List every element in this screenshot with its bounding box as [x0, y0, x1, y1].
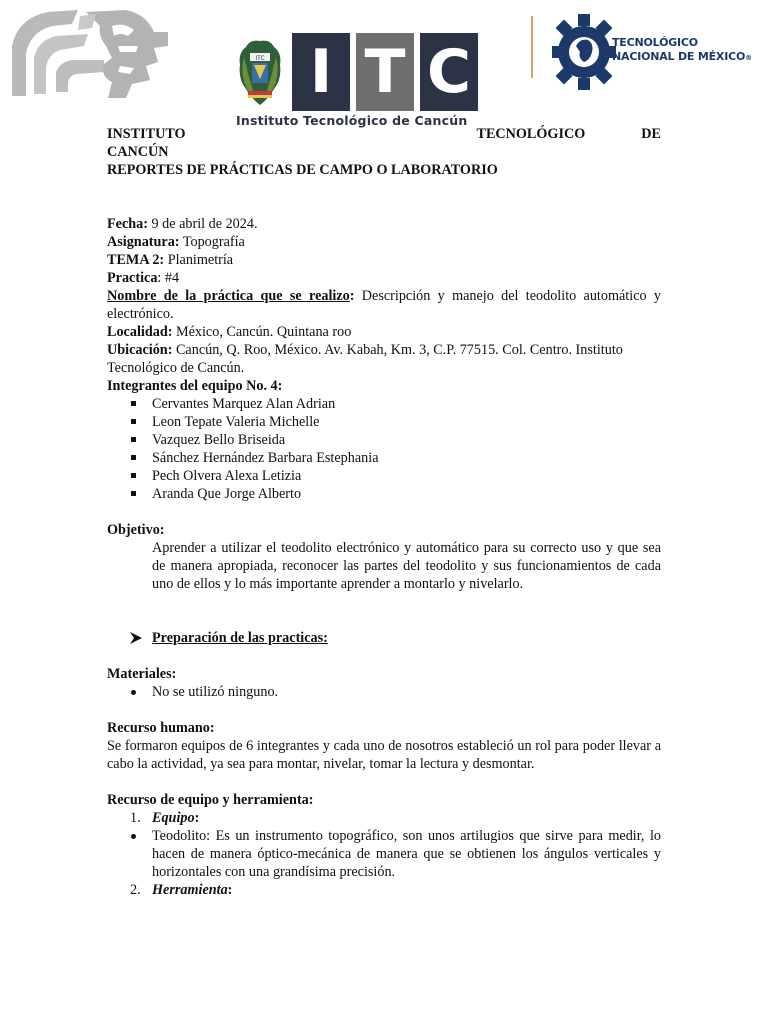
- itc-letter-t: T: [356, 33, 414, 111]
- ubicacion-row: [107, 341, 661, 377]
- spacer: [107, 179, 661, 215]
- practica-row: [107, 269, 661, 287]
- list-item: Teodolito: Es un instrumento topográfico, son unos artilugios que sirve para medir, lo hacen de manera óptico-mecánica de manera que se obtienen los ángulos verticales y horizontales con una grandísima precisión.: [107, 827, 661, 881]
- report-body: [107, 125, 661, 899]
- spacer: [107, 701, 661, 719]
- itc-caption: Instituto Tecnológico de Cancún: [236, 113, 468, 128]
- list-item: Vazquez Bello Briseida: [107, 431, 661, 449]
- report-title: REPORTES DE PRÁCTICAS DE CAMPO O LABORATORIO: [107, 162, 498, 178]
- recurso-humano-text: Se formaron equipos de 6 integrantes y cada uno de nosotros estableció un rol para poder llevar a cabo la actividad, ya sea para montar, nivelar, tomar la lectura y desmontar.: [107, 738, 661, 772]
- localidad-row: [107, 323, 661, 341]
- arrowhead-bullet-icon: [129, 631, 143, 645]
- title-word-cancun: CANCÚN: [107, 144, 169, 160]
- practica-value: #4: [161, 270, 180, 286]
- preparacion-text: Preparación de las practicas:: [152, 630, 328, 646]
- itc-logo: [236, 33, 480, 129]
- spacer: [107, 503, 661, 521]
- title-word-tecnologico: TECNOLÓGICO: [476, 126, 586, 142]
- mayan-profile-logo: [8, 6, 170, 100]
- asignatura-row: [107, 233, 661, 251]
- herramienta-item: [107, 881, 661, 899]
- nombre-label: Nombre de la práctica que se realizo: [107, 288, 350, 304]
- fecha-label: Fecha:: [107, 216, 148, 232]
- list-item: Aranda Que Jorge Alberto: [107, 485, 661, 503]
- practica-colon: :: [157, 270, 162, 286]
- list-item: Leon Tepate Valeria Michelle: [107, 413, 661, 431]
- itc-letter-i: I: [292, 33, 350, 111]
- practica-label: Practica: [107, 270, 158, 286]
- nombre-value: Descripción y manejo del teodolito automático y electrónico.: [107, 288, 661, 322]
- title-line-1: [107, 125, 661, 143]
- nombre-row: [107, 287, 661, 323]
- localidad-value: México, Cancún. Quintana roo: [172, 324, 352, 340]
- itc-letter-c: C: [420, 33, 478, 111]
- herramienta-number: 2.: [130, 882, 141, 898]
- ubicacion-label: Ubicación:: [107, 342, 173, 358]
- fecha-row: [107, 215, 661, 233]
- title-word-de: DE: [641, 126, 661, 142]
- tema-row: [107, 251, 661, 269]
- recurso-equipo-label: Recurso de equipo y herramienta:: [107, 792, 314, 808]
- herramienta-colon: :: [227, 882, 233, 898]
- list-item: No se utilizó ninguno.: [107, 683, 661, 701]
- ubicacion-value: Cancún, Q. Roo, México. Av. Kabah, Km. 3, C.P. 77515. Col. Centro. Instituto Tecnológico de Cancún.: [107, 342, 623, 376]
- tecnm-logo: [528, 10, 752, 96]
- localidad-label: Localidad:: [107, 324, 173, 340]
- spacer: [107, 773, 661, 791]
- asignatura-label: Asignatura:: [107, 234, 180, 250]
- equipo-label: Equipo: [152, 810, 195, 826]
- spacer: [107, 593, 661, 629]
- asignatura-value: Topografía: [179, 234, 245, 250]
- tecnm-line1: TECNOLÓGICO: [612, 36, 698, 49]
- title-word-instituto: INSTITUTO: [107, 126, 186, 142]
- preparacion-heading: [107, 629, 661, 647]
- tecnm-line2: [612, 50, 752, 65]
- itc-crest-icon: [236, 35, 284, 111]
- fecha-value: 9 de abril de 2024.: [147, 216, 258, 232]
- list-item: Pech Olvera Alexa Letizia: [107, 467, 661, 485]
- integrantes-label: Integrantes del equipo No. 4:: [107, 378, 283, 394]
- tema-value: Planimetría: [164, 252, 234, 268]
- tecnm-wordmark: [612, 36, 752, 65]
- list-item: Cervantes Marquez Alan Adrian: [107, 395, 661, 413]
- equipo-colon: :: [194, 810, 200, 826]
- objetivo-text: Aprender a utilizar el teodolito electrónico y automático para su correcto uso y que sea de manera apropiada, reconocer las partes del teodolito y sus funcionamientos de cada uno de ellos y lo más importante aprender a montarlo y nivelarlo.: [152, 540, 661, 592]
- materiales-list: [107, 683, 661, 701]
- equipo-item: [107, 809, 661, 827]
- header-logos: [0, 0, 768, 128]
- crest-text: ITC: [255, 55, 265, 62]
- nombre-colon: :: [349, 288, 355, 304]
- registered-mark: ®: [745, 54, 752, 62]
- herramienta-label: Herramienta: [152, 882, 228, 898]
- materiales-label: Materiales:: [107, 666, 177, 682]
- recurso-humano-label: Recurso humano:: [107, 720, 215, 736]
- equipo-number: 1.: [130, 810, 141, 826]
- tecnm-line2-text: NACIONAL DE MÉXICO: [612, 50, 746, 63]
- equipo-list: [107, 827, 661, 881]
- tecnm-divider: [531, 16, 533, 78]
- tema-label: TEMA 2:: [107, 252, 165, 268]
- spacer: [107, 647, 661, 665]
- members-list: [107, 395, 661, 503]
- list-item: Sánchez Hernández Barbara Estephania: [107, 449, 661, 467]
- objetivo-label: Objetivo:: [107, 522, 165, 538]
